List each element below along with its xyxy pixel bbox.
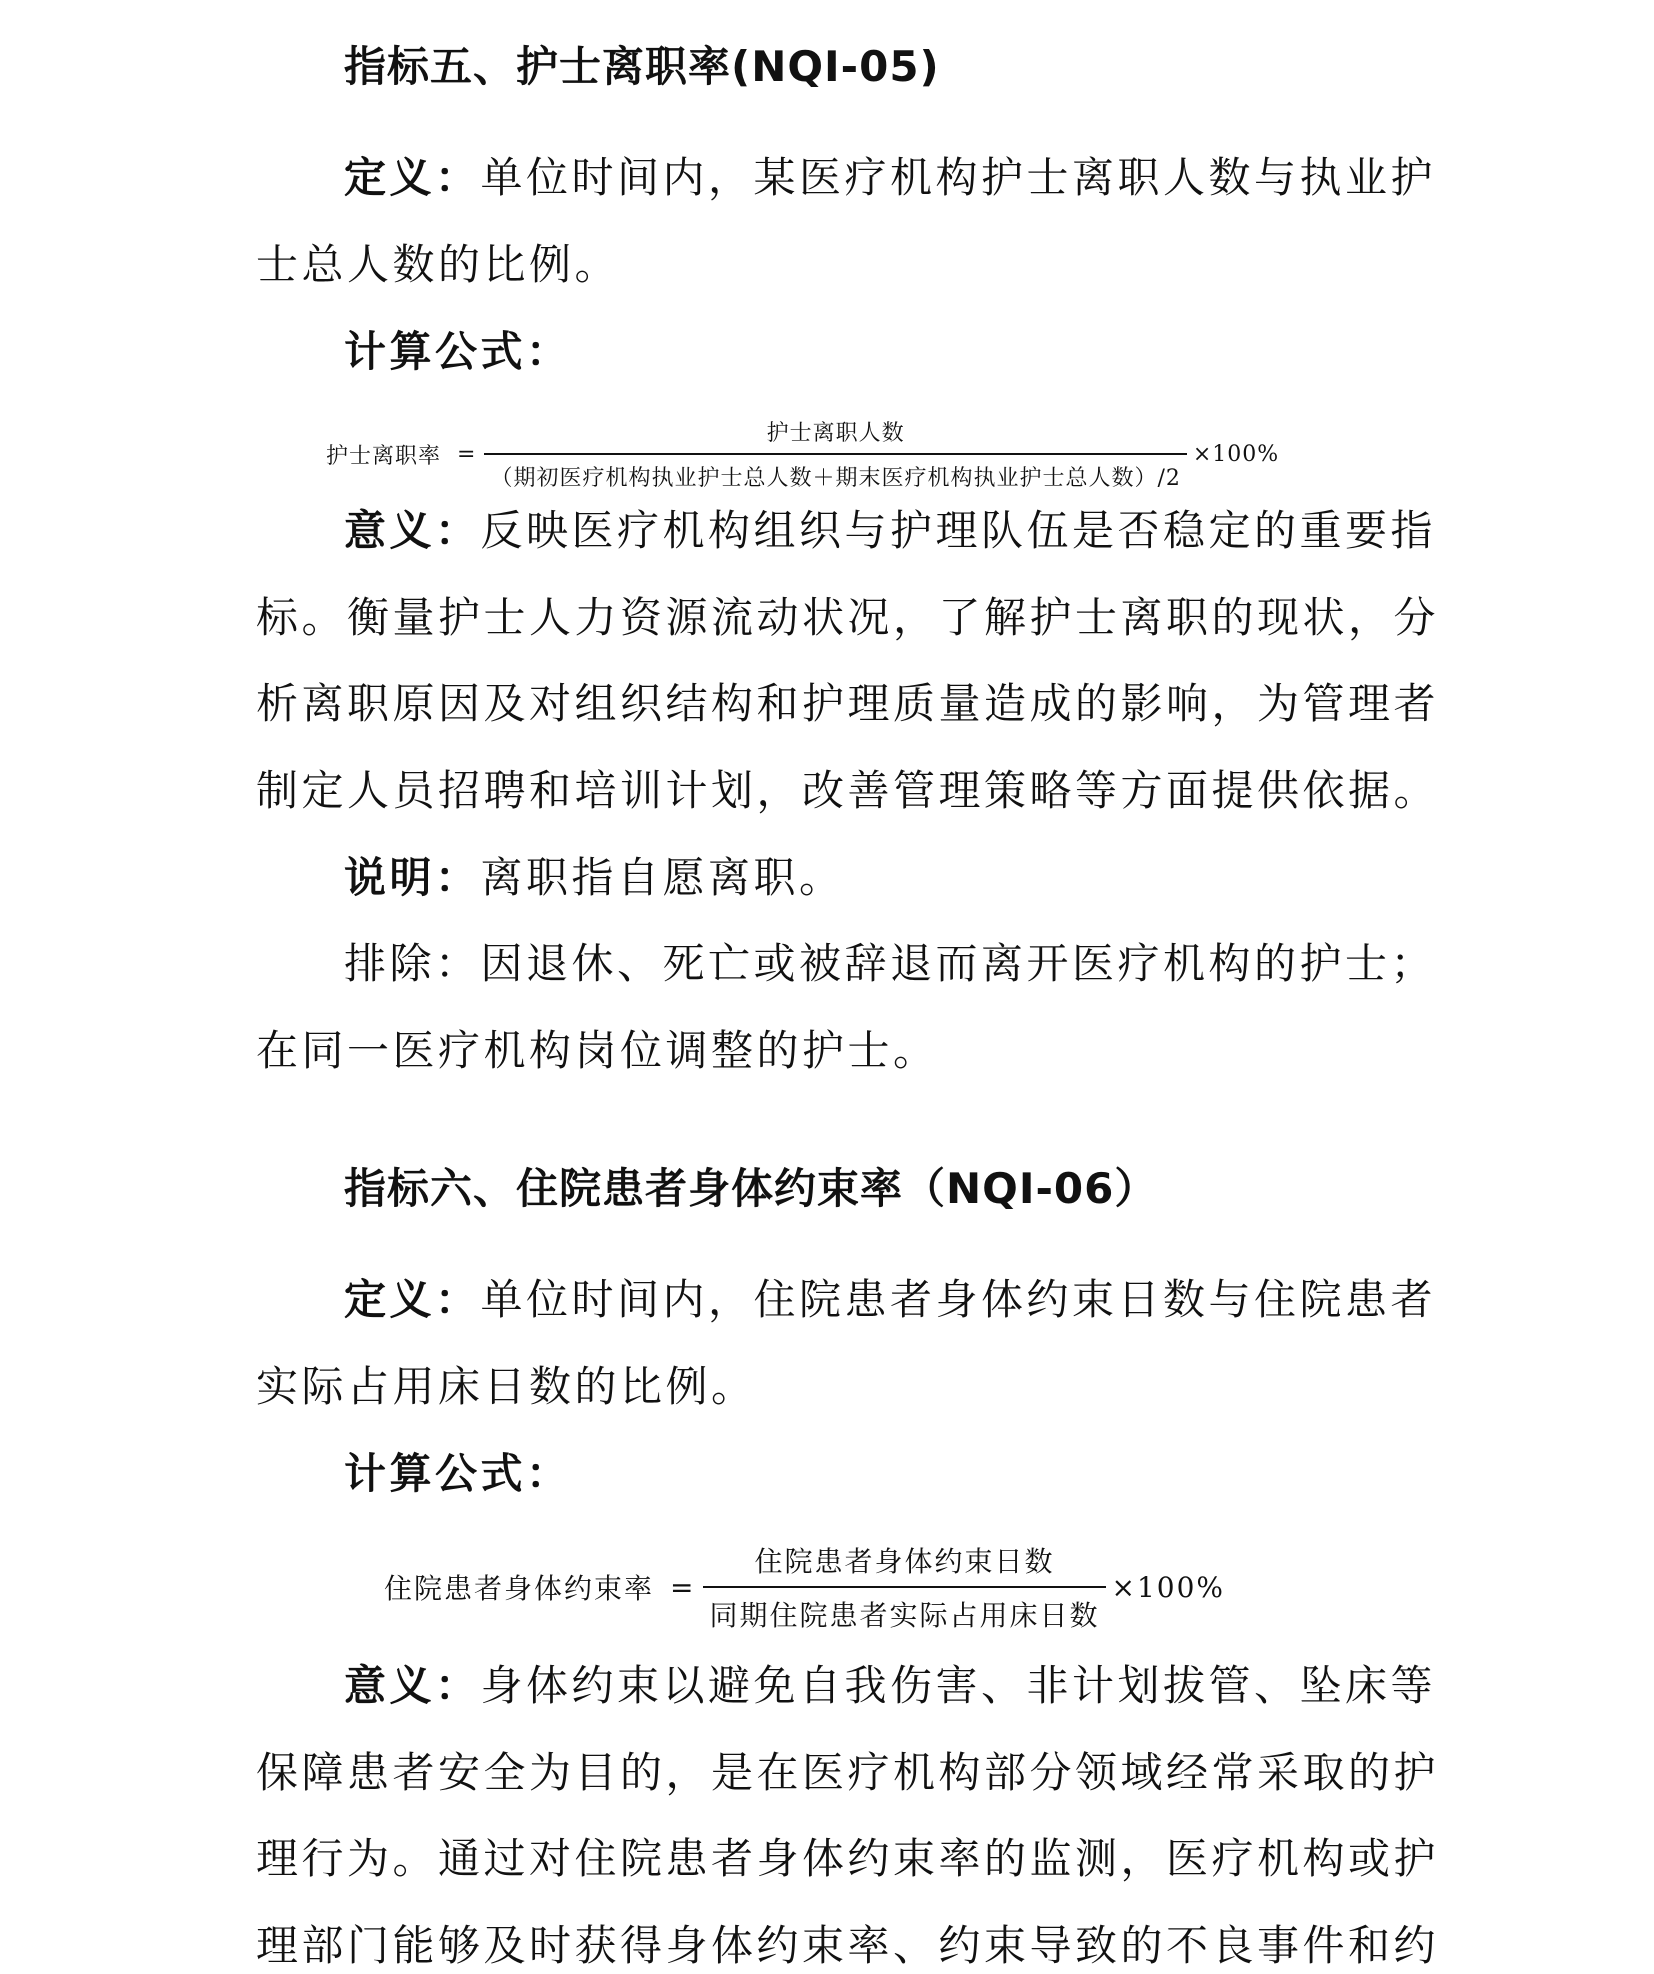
- section5-meaning-label: 意义：: [344, 506, 481, 555]
- section6-formula: [384, 1540, 1225, 1634]
- section5-formula-fraction: [484, 416, 1186, 492]
- section6-formula-fraction: [703, 1540, 1105, 1634]
- section5-meaning-line3: 析离职原因及对组织结构和护理质量造成的影响，为管理者: [256, 679, 1440, 728]
- section6-meaning-label: 意义：: [344, 1661, 481, 1710]
- section6-meaning-text: 身体约束以避免自我伤害、非计划拔管、坠床等: [480, 1661, 1437, 1710]
- section5-formula-equals: =: [457, 441, 477, 467]
- section6-meaning-line2: 保障患者安全为目的，是在医疗机构部分领域经常采取的护: [256, 1748, 1440, 1797]
- section5-definition-line1: [344, 153, 1437, 202]
- section5-definition-line2: 士总人数的比例。: [256, 240, 621, 289]
- section5-note-text: 离职指自愿离职。: [480, 853, 845, 902]
- section6-definition-text: 单位时间内，住院患者身体约束日数与住院患者: [480, 1275, 1437, 1324]
- section5-note-label: 说明：: [344, 853, 481, 902]
- section6-definition-line1: [344, 1275, 1437, 1324]
- section6-meaning-line4: 理部门能够及时获得身体约束率、约束导致的不良事件和约: [256, 1921, 1440, 1970]
- section5-meaning-line1: [344, 506, 1437, 555]
- section5-formula: [326, 416, 1279, 492]
- section5-meaning-line2: 标。衡量护士人力资源流动状况，了解护士离职的现状，分: [256, 593, 1440, 642]
- section6-definition-label: 定义：: [344, 1275, 481, 1324]
- section5-definition-text: 单位时间内，某医疗机构护士离职人数与执业护: [480, 153, 1437, 202]
- section6-formula-equals: =: [670, 1570, 696, 1604]
- section6-formula-multiplier: ×100%: [1111, 1570, 1226, 1604]
- section5-exclude-line2: 在同一医疗机构岗位调整的护士。: [256, 1026, 939, 1075]
- section6-formula-denominator: 同期住院患者实际占用床日数: [709, 1599, 1100, 1632]
- section6-formula-lhs: 住院患者身体约束率: [384, 1572, 655, 1605]
- section6-heading: 指标六、住院患者身体约束率（NQI-06）: [344, 1164, 1158, 1213]
- section5-meaning-text: 反映医疗机构组织与护理队伍是否稳定的重要指: [480, 506, 1437, 555]
- section5-formula-denominator: （期初医疗机构执业护士总人数＋期末医疗机构执业护士总人数）/2: [490, 466, 1181, 491]
- section5-meaning-line4: 制定人员招聘和培训计划，改善管理策略等方面提供依据。: [256, 766, 1440, 815]
- section5-heading: 指标五、护士离职率(NQI-05): [344, 42, 940, 91]
- section6-formula-numerator: 住院患者身体约束日数: [754, 1545, 1055, 1578]
- section6-formula-label: 计算公式：: [344, 1449, 572, 1498]
- section6-meaning-line1: [344, 1661, 1437, 1710]
- section5-note: [344, 853, 845, 902]
- section6-meaning-line3: 理行为。通过对住院患者身体约束率的监测，医疗机构或护: [256, 1834, 1440, 1883]
- section6-definition-line2: 实际占用床日数的比例。: [256, 1362, 757, 1411]
- section5-definition-label: 定义：: [344, 153, 481, 202]
- section5-exclude-line1: 排除：因退休、死亡或被辞退而离开医疗机构的护士；: [344, 939, 1437, 988]
- section5-formula-multiplier: ×100%: [1192, 441, 1280, 467]
- section5-formula-lhs: 护士离职率: [326, 443, 442, 469]
- section5-formula-label: 计算公式：: [344, 327, 572, 376]
- section5-formula-numerator: 护士离职人数: [766, 421, 905, 446]
